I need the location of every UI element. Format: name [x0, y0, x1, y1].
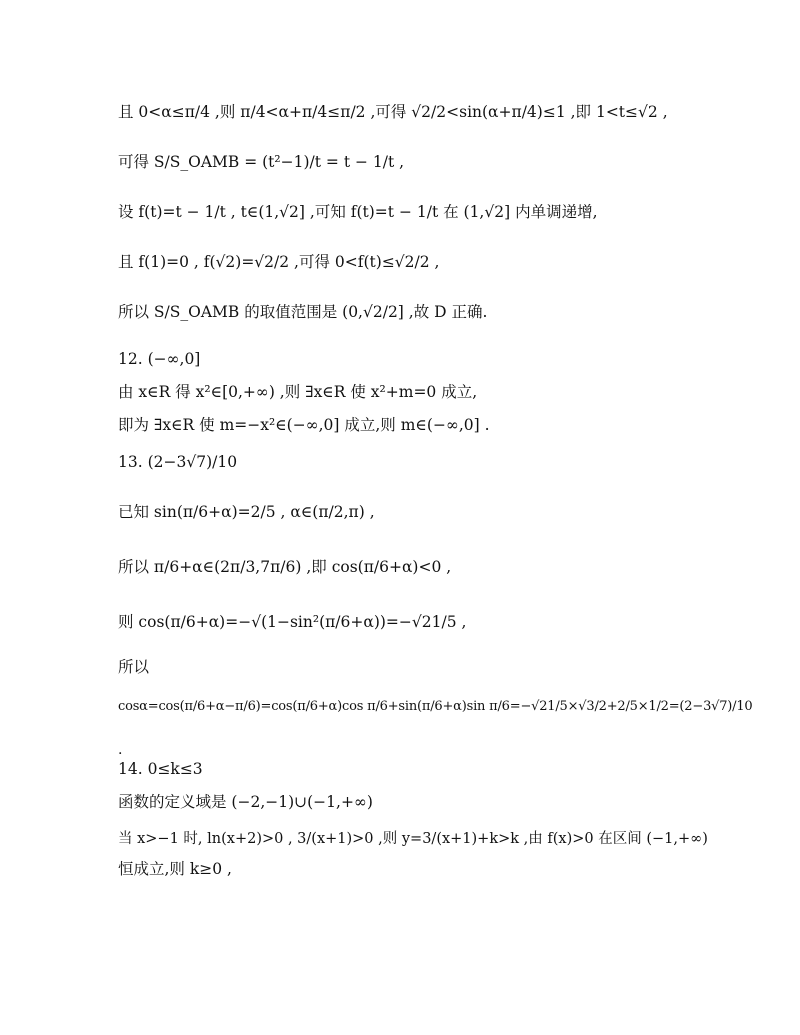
line-17: 当 x>−1 时, ln(x+2)>0 , 3/(x+1)>0 ,则 y=3/(x+1)+k>k ,由 f(x)>0 在区间 (−1,+∞) — [118, 831, 708, 847]
line-18: 恒成立,则 k≥0 , — [118, 860, 232, 878]
answer-13: 13. (2−3√7)/10 — [118, 453, 238, 471]
answer-12: 12. (−∞,0] — [118, 350, 201, 368]
answer-14: 14. 0≤k≤3 — [118, 760, 203, 778]
line-14: cosα=cos(π/6+α−π/6)=cos(π/6+α)cos π/6+sin(π/6+α)sin π/6=−√21/5×√3/2+2/5×1/2=(2−3√7)/10 — [118, 699, 753, 714]
line-16: 函数的定义域是 (−2,−1)∪(−1,+∞) — [118, 793, 373, 811]
trailing-dot: . — [118, 742, 123, 758]
line-8: 即为 ∃x∈R 使 m=−x²∈(−∞,0] 成立,则 m∈(−∞,0] . — [118, 416, 490, 434]
line-4: 且 f(1)=0 , f(√2)=√2/2 ,可得 0<f(t)≤√2/2 , — [118, 253, 440, 271]
line-7: 由 x∈R 得 x²∈[0,+∞) ,则 ∃x∈R 使 x²+m=0 成立, — [118, 383, 478, 401]
line-11: 所以 π/6+α∈(2π/3,7π/6) ,即 cos(π/6+α)<0 , — [118, 558, 452, 576]
line-1: 且 0<α≤π/4 ,则 π/4<α+π/4≤π/2 ,可得 √2/2<sin(α+π/4)≤1 ,即 1<t≤√2 , — [118, 103, 668, 121]
line-5: 所以 S/S_OAMB 的取值范围是 (0,√2/2] ,故 D 正确. — [118, 303, 488, 321]
line-3: 设 f(t)=t − 1/t , t∈(1,√2] ,可知 f(t)=t − 1/t 在 (1,√2] 内单调递增, — [118, 203, 598, 221]
line-12: 则 cos(π/6+α)=−√(1−sin²(π/6+α))=−√21/5 , — [118, 613, 467, 631]
line-13: 所以 — [118, 658, 150, 676]
line-10: 已知 sin(π/6+α)=2/5 , α∈(π/2,π) , — [118, 503, 375, 521]
line-2: 可得 S/S_OAMB = (t²−1)/t = t − 1/t , — [118, 153, 405, 171]
